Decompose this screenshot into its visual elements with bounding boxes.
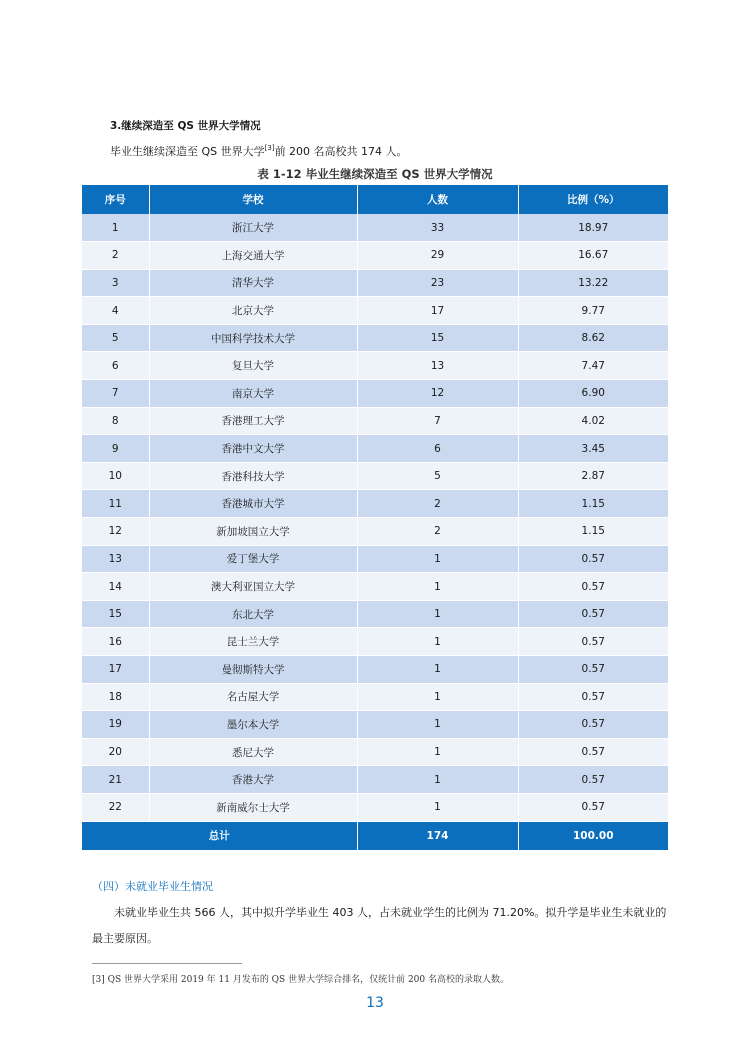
cell-count: 23 bbox=[357, 269, 518, 297]
cell-school: 香港中文大学 bbox=[149, 435, 357, 463]
table-row bbox=[82, 435, 668, 463]
cell-percent: 1.15 bbox=[518, 490, 668, 518]
cell-index: 1 bbox=[82, 214, 149, 242]
table-row bbox=[82, 573, 668, 601]
cell-school: 东北大学 bbox=[149, 600, 357, 628]
cell-school: 中国科学技术大学 bbox=[149, 324, 357, 352]
cell-count: 1 bbox=[357, 656, 518, 684]
cell-school: 新南威尔士大学 bbox=[149, 793, 357, 821]
cell-percent: 1.15 bbox=[518, 518, 668, 546]
cell-index: 8 bbox=[82, 407, 149, 435]
cell-count: 1 bbox=[357, 545, 518, 573]
cell-school: 香港理工大学 bbox=[149, 407, 357, 435]
cell-percent: 18.97 bbox=[518, 214, 668, 242]
cell-school: 墨尔本大学 bbox=[149, 711, 357, 739]
column-header-percent: 比例（%） bbox=[518, 185, 668, 214]
intro-text-after: 前 200 名高校共 174 人。 bbox=[274, 145, 408, 158]
cell-count: 12 bbox=[357, 380, 518, 408]
cell-percent: 0.57 bbox=[518, 766, 668, 794]
table-caption: 表 1-12 毕业生继续深造至 QS 世界大学情况 bbox=[257, 167, 493, 181]
cell-count: 1 bbox=[357, 628, 518, 656]
cell-count: 1 bbox=[357, 738, 518, 766]
table-row bbox=[82, 683, 668, 711]
table-row bbox=[82, 352, 668, 380]
cell-percent: 0.57 bbox=[518, 573, 668, 601]
cell-count: 1 bbox=[357, 711, 518, 739]
table-row bbox=[82, 518, 668, 546]
cell-school: 名古屋大学 bbox=[149, 683, 357, 711]
cell-school: 香港城市大学 bbox=[149, 490, 357, 518]
column-header-index: 序号 bbox=[82, 185, 149, 214]
cell-index: 6 bbox=[82, 352, 149, 380]
cell-count: 6 bbox=[357, 435, 518, 463]
footnote-ref[interactable]: [3] bbox=[264, 144, 275, 152]
table-body bbox=[82, 214, 668, 821]
body-paragraph: 未就业毕业生共 566 人，其中拟升学毕业生 403 人，占未就业学生的比例为 71.20%。拟升学是毕业生未就业的最主要原因。 bbox=[92, 906, 667, 945]
cell-percent: 0.57 bbox=[518, 656, 668, 684]
cell-school: 北京大学 bbox=[149, 297, 357, 325]
cell-school: 昆士兰大学 bbox=[149, 628, 357, 656]
intro-text-before: 毕业生继续深造至 QS 世界大学 bbox=[110, 145, 265, 158]
cell-index: 16 bbox=[82, 628, 149, 656]
cell-index: 12 bbox=[82, 518, 149, 546]
intro-text bbox=[110, 143, 408, 159]
cell-percent: 6.90 bbox=[518, 380, 668, 408]
cell-index: 9 bbox=[82, 435, 149, 463]
cell-percent: 8.62 bbox=[518, 324, 668, 352]
cell-count: 1 bbox=[357, 683, 518, 711]
table-row bbox=[82, 545, 668, 573]
cell-percent: 0.57 bbox=[518, 711, 668, 739]
total-percent: 100.00 bbox=[518, 821, 668, 850]
table-header-row bbox=[82, 185, 668, 214]
table-total-row bbox=[82, 821, 668, 850]
cell-percent: 2.87 bbox=[518, 462, 668, 490]
table-row bbox=[82, 738, 668, 766]
footnote-divider bbox=[92, 963, 242, 964]
cell-school: 澳大利亚国立大学 bbox=[149, 573, 357, 601]
cell-index: 19 bbox=[82, 711, 149, 739]
cell-school: 浙江大学 bbox=[149, 214, 357, 242]
schools-table bbox=[82, 185, 668, 850]
cell-index: 21 bbox=[82, 766, 149, 794]
cell-percent: 4.02 bbox=[518, 407, 668, 435]
table-row bbox=[82, 324, 668, 352]
table-row bbox=[82, 242, 668, 270]
table-row bbox=[82, 793, 668, 821]
cell-percent: 0.57 bbox=[518, 738, 668, 766]
cell-school: 南京大学 bbox=[149, 380, 357, 408]
cell-percent: 9.77 bbox=[518, 297, 668, 325]
cell-count: 1 bbox=[357, 600, 518, 628]
cell-index: 4 bbox=[82, 297, 149, 325]
cell-count: 1 bbox=[357, 793, 518, 821]
cell-index: 20 bbox=[82, 738, 149, 766]
subsection-heading: （四）未就业毕业生情况 bbox=[92, 880, 213, 893]
cell-school: 曼彻斯特大学 bbox=[149, 656, 357, 684]
table-row bbox=[82, 628, 668, 656]
cell-school: 爱丁堡大学 bbox=[149, 545, 357, 573]
cell-percent: 0.57 bbox=[518, 545, 668, 573]
cell-index: 14 bbox=[82, 573, 149, 601]
table-row bbox=[82, 407, 668, 435]
cell-index: 17 bbox=[82, 656, 149, 684]
cell-school: 悉尼大学 bbox=[149, 738, 357, 766]
cell-percent: 16.67 bbox=[518, 242, 668, 270]
cell-count: 17 bbox=[357, 297, 518, 325]
table-row bbox=[82, 656, 668, 684]
table-row bbox=[82, 711, 668, 739]
footnote: [3] QS 世界大学采用 2019 年 11 月发布的 QS 世界大学综合排名，仅统计前 200 名高校的录取人数。 bbox=[92, 975, 509, 985]
cell-index: 3 bbox=[82, 269, 149, 297]
cell-school: 上海交通大学 bbox=[149, 242, 357, 270]
table-row bbox=[82, 214, 668, 242]
table-row bbox=[82, 766, 668, 794]
cell-percent: 3.45 bbox=[518, 435, 668, 463]
table-row bbox=[82, 462, 668, 490]
section-heading: 3.继续深造至 QS 世界大学情况 bbox=[110, 120, 261, 132]
cell-percent: 0.57 bbox=[518, 793, 668, 821]
cell-count: 15 bbox=[357, 324, 518, 352]
cell-percent: 13.22 bbox=[518, 269, 668, 297]
cell-count: 5 bbox=[357, 462, 518, 490]
cell-school: 新加坡国立大学 bbox=[149, 518, 357, 546]
cell-index: 5 bbox=[82, 324, 149, 352]
column-header-school: 学校 bbox=[149, 185, 357, 214]
total-label: 总计 bbox=[82, 821, 357, 850]
cell-count: 33 bbox=[357, 214, 518, 242]
column-header-count: 人数 bbox=[357, 185, 518, 214]
cell-index: 22 bbox=[82, 793, 149, 821]
cell-school: 香港科技大学 bbox=[149, 462, 357, 490]
cell-percent: 0.57 bbox=[518, 628, 668, 656]
cell-percent: 7.47 bbox=[518, 352, 668, 380]
total-count: 174 bbox=[357, 821, 518, 850]
table-row bbox=[82, 380, 668, 408]
cell-count: 1 bbox=[357, 766, 518, 794]
cell-index: 13 bbox=[82, 545, 149, 573]
cell-count: 29 bbox=[357, 242, 518, 270]
cell-count: 7 bbox=[357, 407, 518, 435]
cell-percent: 0.57 bbox=[518, 683, 668, 711]
cell-index: 18 bbox=[82, 683, 149, 711]
cell-index: 2 bbox=[82, 242, 149, 270]
page-number: 13 bbox=[366, 995, 384, 1011]
cell-index: 7 bbox=[82, 380, 149, 408]
cell-index: 15 bbox=[82, 600, 149, 628]
table-row bbox=[82, 297, 668, 325]
cell-count: 2 bbox=[357, 518, 518, 546]
cell-school: 清华大学 bbox=[149, 269, 357, 297]
cell-count: 2 bbox=[357, 490, 518, 518]
cell-index: 10 bbox=[82, 462, 149, 490]
cell-index: 11 bbox=[82, 490, 149, 518]
table-row bbox=[82, 269, 668, 297]
cell-count: 1 bbox=[357, 573, 518, 601]
cell-percent: 0.57 bbox=[518, 600, 668, 628]
cell-school: 香港大学 bbox=[149, 766, 357, 794]
cell-count: 13 bbox=[357, 352, 518, 380]
table-row bbox=[82, 490, 668, 518]
cell-school: 复旦大学 bbox=[149, 352, 357, 380]
table-row bbox=[82, 600, 668, 628]
